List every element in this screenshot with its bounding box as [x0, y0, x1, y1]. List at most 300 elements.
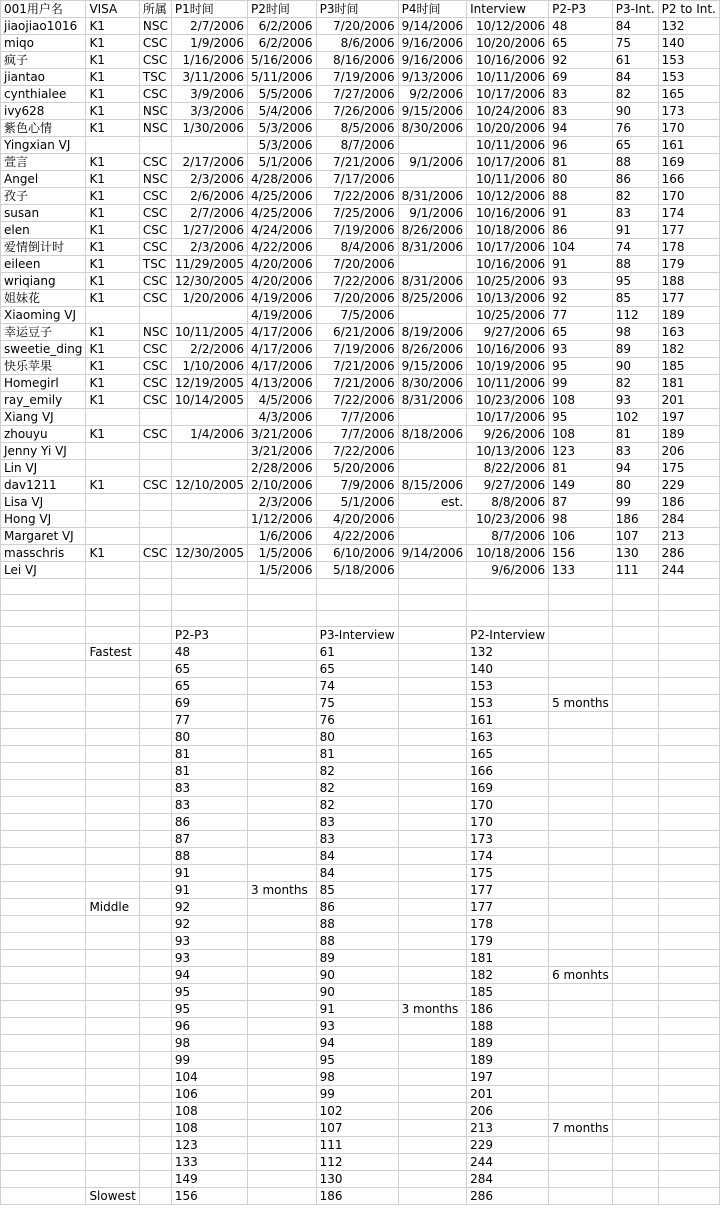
- empty-cell[interactable]: [612, 1052, 658, 1069]
- stat-p2-p3[interactable]: 108: [171, 1120, 247, 1137]
- stat-note[interactable]: [549, 746, 613, 763]
- stat-note[interactable]: 5 months: [549, 695, 613, 712]
- empty-cell[interactable]: [1, 1137, 86, 1154]
- cell-username[interactable]: susan: [1, 205, 86, 222]
- stat-note[interactable]: [549, 899, 613, 916]
- stat-note[interactable]: [398, 644, 467, 661]
- stat-note[interactable]: [398, 865, 467, 882]
- empty-cell[interactable]: [1, 595, 86, 611]
- stat-note[interactable]: 7 months: [549, 1120, 613, 1137]
- stat-note[interactable]: [398, 1120, 467, 1137]
- stat-note[interactable]: [248, 831, 317, 848]
- cell-p3-date[interactable]: 7/27/2006: [316, 86, 398, 103]
- stat-note[interactable]: 6 monhts: [549, 967, 613, 984]
- cell-p2-int-days[interactable]: 169: [658, 154, 719, 171]
- stat-note[interactable]: [398, 916, 467, 933]
- stat-note[interactable]: [398, 831, 467, 848]
- cell-p3-date[interactable]: 5/18/2006: [316, 562, 398, 579]
- cell-p2-int-days[interactable]: 181: [658, 375, 719, 392]
- stat-note[interactable]: [248, 916, 317, 933]
- empty-cell[interactable]: [612, 1103, 658, 1120]
- stat-p2-interview[interactable]: 286: [467, 1188, 549, 1205]
- cell-visa[interactable]: K1: [86, 375, 139, 392]
- cell-p2-p3-days[interactable]: 98: [549, 511, 613, 528]
- cell-p4-date[interactable]: 8/30/2006: [398, 120, 467, 137]
- stat-p3-interview[interactable]: 85: [316, 882, 398, 899]
- stat-note[interactable]: [549, 950, 613, 967]
- stat-p3-interview[interactable]: 90: [316, 967, 398, 984]
- cell-p2-date[interactable]: 4/20/2006: [248, 256, 317, 273]
- cell-service-center[interactable]: CSC: [139, 154, 171, 171]
- cell-p4-date[interactable]: [398, 137, 467, 154]
- stat-note[interactable]: [248, 1069, 317, 1086]
- cell-username[interactable]: Margaret VJ: [1, 528, 86, 545]
- cell-username[interactable]: ivy628: [1, 103, 86, 120]
- speed-label[interactable]: [86, 814, 139, 831]
- cell-p3-date[interactable]: 7/17/2006: [316, 171, 398, 188]
- empty-cell[interactable]: [86, 627, 139, 644]
- cell-username[interactable]: jiantao: [1, 69, 86, 86]
- cell-p2-int-days[interactable]: 189: [658, 307, 719, 324]
- cell-visa[interactable]: K1: [86, 171, 139, 188]
- empty-cell[interactable]: [1, 661, 86, 678]
- empty-cell[interactable]: [612, 661, 658, 678]
- empty-cell[interactable]: [549, 611, 613, 627]
- cell-p3-date[interactable]: 7/22/2006: [316, 443, 398, 460]
- cell-p2-date[interactable]: 2/28/2006: [248, 460, 317, 477]
- empty-cell[interactable]: [658, 984, 719, 1001]
- cell-p2-date[interactable]: 1/12/2006: [248, 511, 317, 528]
- cell-interview-date[interactable]: 10/24/2006: [467, 103, 549, 120]
- cell-interview-date[interactable]: 10/25/2006: [467, 273, 549, 290]
- stat-note[interactable]: [248, 1035, 317, 1052]
- empty-cell[interactable]: [316, 611, 398, 627]
- empty-cell[interactable]: [1, 746, 86, 763]
- cell-p1-date[interactable]: 12/19/2005: [171, 375, 247, 392]
- cell-p2-date[interactable]: 6/2/2006: [248, 35, 317, 52]
- stat-p3-interview[interactable]: 84: [316, 848, 398, 865]
- stat-note[interactable]: [549, 882, 613, 899]
- stat-note[interactable]: [398, 1035, 467, 1052]
- empty-cell[interactable]: [139, 746, 171, 763]
- cell-interview-date[interactable]: 10/13/2006: [467, 290, 549, 307]
- cell-p1-date[interactable]: 1/4/2006: [171, 426, 247, 443]
- stat-p2-p3[interactable]: 133: [171, 1154, 247, 1171]
- cell-p1-date[interactable]: 1/9/2006: [171, 35, 247, 52]
- cell-visa[interactable]: [86, 409, 139, 426]
- stat-p2-interview[interactable]: 182: [467, 967, 549, 984]
- stat-note[interactable]: [248, 729, 317, 746]
- stat-note[interactable]: [248, 814, 317, 831]
- stat-note[interactable]: [248, 899, 317, 916]
- cell-interview-date[interactable]: 9/6/2006: [467, 562, 549, 579]
- stat-note[interactable]: [398, 780, 467, 797]
- cell-p3-date[interactable]: 7/19/2006: [316, 222, 398, 239]
- empty-cell[interactable]: [248, 595, 317, 611]
- empty-cell[interactable]: [139, 1103, 171, 1120]
- speed-label[interactable]: [86, 1086, 139, 1103]
- stat-p2-interview[interactable]: 185: [467, 984, 549, 1001]
- stat-note[interactable]: [398, 814, 467, 831]
- empty-cell[interactable]: [1, 611, 86, 627]
- cell-service-center[interactable]: [139, 528, 171, 545]
- speed-label[interactable]: [86, 1018, 139, 1035]
- stat-note[interactable]: [248, 1103, 317, 1120]
- cell-p3-date[interactable]: 8/4/2006: [316, 239, 398, 256]
- cell-p2-date[interactable]: 6/2/2006: [248, 18, 317, 35]
- stat-note[interactable]: [248, 1171, 317, 1188]
- cell-interview-date[interactable]: 10/17/2006: [467, 239, 549, 256]
- empty-cell[interactable]: [139, 950, 171, 967]
- stat-p2-interview[interactable]: 170: [467, 797, 549, 814]
- cell-p4-date[interactable]: [398, 528, 467, 545]
- empty-cell[interactable]: [139, 984, 171, 1001]
- empty-cell[interactable]: [612, 933, 658, 950]
- empty-cell[interactable]: [139, 831, 171, 848]
- stat-note[interactable]: [398, 899, 467, 916]
- stat-p2-interview[interactable]: 188: [467, 1018, 549, 1035]
- empty-cell[interactable]: [658, 1069, 719, 1086]
- cell-p2-p3-days[interactable]: 93: [549, 341, 613, 358]
- stat-p2-interview[interactable]: 178: [467, 916, 549, 933]
- empty-cell[interactable]: [139, 899, 171, 916]
- cell-username[interactable]: 孜子: [1, 188, 86, 205]
- cell-service-center[interactable]: CSC: [139, 477, 171, 494]
- cell-p2-int-days[interactable]: 140: [658, 35, 719, 52]
- cell-username[interactable]: 幸运豆子: [1, 324, 86, 341]
- cell-p2-p3-days[interactable]: 95: [549, 358, 613, 375]
- cell-p3-int-days[interactable]: 111: [612, 562, 658, 579]
- cell-p1-date[interactable]: 3/3/2006: [171, 103, 247, 120]
- cell-interview-date[interactable]: 10/16/2006: [467, 256, 549, 273]
- cell-username[interactable]: zhouyu: [1, 426, 86, 443]
- cell-p1-date[interactable]: 2/3/2006: [171, 239, 247, 256]
- cell-p3-date[interactable]: 7/19/2006: [316, 69, 398, 86]
- empty-cell[interactable]: [549, 595, 613, 611]
- stat-p3-interview[interactable]: 88: [316, 916, 398, 933]
- stat-p3-interview[interactable]: 94: [316, 1035, 398, 1052]
- stat-note[interactable]: [549, 831, 613, 848]
- cell-p2-date[interactable]: 4/19/2006: [248, 290, 317, 307]
- stat-p3-interview[interactable]: 75: [316, 695, 398, 712]
- cell-p4-date[interactable]: 8/26/2006: [398, 341, 467, 358]
- empty-cell[interactable]: [1, 950, 86, 967]
- cell-p2-date[interactable]: 4/3/2006: [248, 409, 317, 426]
- cell-p4-date[interactable]: 9/1/2006: [398, 154, 467, 171]
- speed-label[interactable]: [86, 746, 139, 763]
- stat-note[interactable]: [398, 882, 467, 899]
- empty-cell[interactable]: [171, 579, 247, 595]
- cell-p3-date[interactable]: 7/21/2006: [316, 358, 398, 375]
- stat-p2-p3[interactable]: 81: [171, 763, 247, 780]
- cell-p3-int-days[interactable]: 88: [612, 256, 658, 273]
- cell-p1-date[interactable]: 1/27/2006: [171, 222, 247, 239]
- stat-p3-interview[interactable]: 82: [316, 763, 398, 780]
- cell-p3-int-days[interactable]: 82: [612, 188, 658, 205]
- cell-p2-int-days[interactable]: 161: [658, 137, 719, 154]
- empty-cell[interactable]: [612, 882, 658, 899]
- cell-username[interactable]: Xiang VJ: [1, 409, 86, 426]
- cell-p3-date[interactable]: 5/1/2006: [316, 494, 398, 511]
- stat-note[interactable]: [549, 1103, 613, 1120]
- cell-p1-date[interactable]: [171, 528, 247, 545]
- cell-p1-date[interactable]: 2/17/2006: [171, 154, 247, 171]
- empty-cell[interactable]: [658, 695, 719, 712]
- stat-p3-interview[interactable]: 83: [316, 814, 398, 831]
- stat-note[interactable]: [248, 1120, 317, 1137]
- cell-service-center[interactable]: TSC: [139, 69, 171, 86]
- cell-p2-int-days[interactable]: 177: [658, 222, 719, 239]
- empty-cell[interactable]: [1, 882, 86, 899]
- cell-p2-int-days[interactable]: 197: [658, 409, 719, 426]
- cell-p2-int-days[interactable]: 163: [658, 324, 719, 341]
- empty-cell[interactable]: [1, 984, 86, 1001]
- cell-p1-date[interactable]: [171, 511, 247, 528]
- empty-cell[interactable]: [398, 627, 467, 644]
- cell-p1-date[interactable]: 12/10/2005: [171, 477, 247, 494]
- stat-note[interactable]: [549, 1069, 613, 1086]
- stat-p2-p3[interactable]: 123: [171, 1137, 247, 1154]
- cell-interview-date[interactable]: 10/23/2006: [467, 392, 549, 409]
- cell-interview-date[interactable]: 10/16/2006: [467, 205, 549, 222]
- empty-cell[interactable]: [1, 763, 86, 780]
- cell-username[interactable]: 萱言: [1, 154, 86, 171]
- cell-p2-date[interactable]: 4/17/2006: [248, 341, 317, 358]
- empty-cell[interactable]: [612, 1120, 658, 1137]
- cell-p1-date[interactable]: 1/16/2006: [171, 52, 247, 69]
- stat-p3-interview[interactable]: 99: [316, 1086, 398, 1103]
- cell-p3-date[interactable]: 8/7/2006: [316, 137, 398, 154]
- cell-interview-date[interactable]: 10/12/2006: [467, 188, 549, 205]
- cell-p3-date[interactable]: 7/22/2006: [316, 188, 398, 205]
- cell-p2-int-days[interactable]: 178: [658, 239, 719, 256]
- stat-p2-p3[interactable]: 92: [171, 916, 247, 933]
- stat-note[interactable]: [248, 644, 317, 661]
- stat-note[interactable]: [248, 712, 317, 729]
- speed-label[interactable]: [86, 1035, 139, 1052]
- stat-p3-interview[interactable]: 93: [316, 1018, 398, 1035]
- cell-p3-date[interactable]: 7/7/2006: [316, 426, 398, 443]
- empty-cell[interactable]: [139, 695, 171, 712]
- cell-username[interactable]: elen: [1, 222, 86, 239]
- empty-cell[interactable]: [139, 595, 171, 611]
- stat-note[interactable]: [398, 1154, 467, 1171]
- cell-p2-p3-days[interactable]: 91: [549, 256, 613, 273]
- cell-username[interactable]: Lisa VJ: [1, 494, 86, 511]
- cell-p3-date[interactable]: 7/20/2006: [316, 18, 398, 35]
- empty-cell[interactable]: [248, 627, 317, 644]
- empty-cell[interactable]: [139, 1086, 171, 1103]
- stat-p2-interview[interactable]: 229: [467, 1137, 549, 1154]
- empty-cell[interactable]: [1, 1188, 86, 1205]
- empty-cell[interactable]: [139, 1035, 171, 1052]
- cell-interview-date[interactable]: 8/22/2006: [467, 460, 549, 477]
- cell-p4-date[interactable]: 9/1/2006: [398, 205, 467, 222]
- cell-p3-int-days[interactable]: 94: [612, 460, 658, 477]
- cell-p3-int-days[interactable]: 91: [612, 222, 658, 239]
- empty-cell[interactable]: [1, 729, 86, 746]
- stat-p2-p3[interactable]: 93: [171, 950, 247, 967]
- empty-cell[interactable]: [658, 1035, 719, 1052]
- cell-p2-int-days[interactable]: 166: [658, 171, 719, 188]
- cell-p2-date[interactable]: 4/22/2006: [248, 239, 317, 256]
- cell-username[interactable]: dav1211: [1, 477, 86, 494]
- cell-p3-int-days[interactable]: 90: [612, 358, 658, 375]
- stat-note[interactable]: 3 months: [398, 1001, 467, 1018]
- empty-cell[interactable]: [1, 1120, 86, 1137]
- empty-cell[interactable]: [549, 627, 613, 644]
- empty-cell[interactable]: [612, 763, 658, 780]
- empty-cell[interactable]: [1, 1154, 86, 1171]
- cell-username[interactable]: Jenny Yi VJ: [1, 443, 86, 460]
- stat-note[interactable]: [248, 950, 317, 967]
- speed-label[interactable]: [86, 933, 139, 950]
- cell-p2-int-days[interactable]: 286: [658, 545, 719, 562]
- empty-cell[interactable]: [139, 1171, 171, 1188]
- empty-cell[interactable]: [467, 611, 549, 627]
- cell-p1-date[interactable]: 2/7/2006: [171, 205, 247, 222]
- stat-p2-interview[interactable]: 153: [467, 695, 549, 712]
- cell-interview-date[interactable]: 10/18/2006: [467, 545, 549, 562]
- empty-cell[interactable]: [612, 1171, 658, 1188]
- empty-cell[interactable]: [1, 831, 86, 848]
- cell-p4-date[interactable]: 8/25/2006: [398, 290, 467, 307]
- cell-interview-date[interactable]: 8/8/2006: [467, 494, 549, 511]
- cell-visa[interactable]: K1: [86, 341, 139, 358]
- speed-label[interactable]: [86, 661, 139, 678]
- stat-p2-p3[interactable]: 88: [171, 848, 247, 865]
- stat-p2-p3[interactable]: 86: [171, 814, 247, 831]
- empty-cell[interactable]: [139, 1188, 171, 1205]
- cell-service-center[interactable]: [139, 307, 171, 324]
- stat-note[interactable]: [549, 1018, 613, 1035]
- stat-note[interactable]: [398, 1018, 467, 1035]
- cell-service-center[interactable]: CSC: [139, 426, 171, 443]
- stat-note[interactable]: [248, 763, 317, 780]
- cell-p4-date[interactable]: 8/30/2006: [398, 375, 467, 392]
- empty-cell[interactable]: [139, 644, 171, 661]
- cell-p1-date[interactable]: [171, 562, 247, 579]
- cell-username[interactable]: 疯子: [1, 52, 86, 69]
- cell-p2-p3-days[interactable]: 77: [549, 307, 613, 324]
- stat-note[interactable]: [398, 729, 467, 746]
- cell-visa[interactable]: K1: [86, 103, 139, 120]
- empty-cell[interactable]: [139, 848, 171, 865]
- empty-cell[interactable]: [658, 712, 719, 729]
- cell-p4-date[interactable]: 9/14/2006: [398, 545, 467, 562]
- cell-interview-date[interactable]: 8/7/2006: [467, 528, 549, 545]
- cell-p4-date[interactable]: est.: [398, 494, 467, 511]
- cell-p1-date[interactable]: 2/2/2006: [171, 341, 247, 358]
- cell-username[interactable]: eileen: [1, 256, 86, 273]
- empty-cell[interactable]: [316, 595, 398, 611]
- cell-p2-int-days[interactable]: 153: [658, 52, 719, 69]
- stat-note[interactable]: [398, 1086, 467, 1103]
- cell-service-center[interactable]: CSC: [139, 273, 171, 290]
- empty-cell[interactable]: [658, 746, 719, 763]
- cell-p2-p3-days[interactable]: 65: [549, 35, 613, 52]
- cell-interview-date[interactable]: 10/20/2006: [467, 35, 549, 52]
- stat-note[interactable]: [398, 746, 467, 763]
- cell-p4-date[interactable]: [398, 511, 467, 528]
- stat-p3-interview[interactable]: 111: [316, 1137, 398, 1154]
- empty-cell[interactable]: [612, 899, 658, 916]
- empty-cell[interactable]: [658, 1137, 719, 1154]
- header-cell-p2-p3-days[interactable]: P2-P3: [549, 1, 613, 18]
- cell-visa[interactable]: K1: [86, 120, 139, 137]
- cell-p2-p3-days[interactable]: 108: [549, 392, 613, 409]
- cell-visa[interactable]: K1: [86, 290, 139, 307]
- stat-note[interactable]: [398, 1188, 467, 1205]
- cell-interview-date[interactable]: 10/23/2006: [467, 511, 549, 528]
- empty-cell[interactable]: [658, 1171, 719, 1188]
- cell-p2-p3-days[interactable]: 65: [549, 324, 613, 341]
- speed-label[interactable]: [86, 950, 139, 967]
- cell-p4-date[interactable]: [398, 307, 467, 324]
- empty-cell[interactable]: [658, 729, 719, 746]
- cell-service-center[interactable]: CSC: [139, 205, 171, 222]
- empty-cell[interactable]: [139, 882, 171, 899]
- speed-label[interactable]: [86, 848, 139, 865]
- cell-p2-date[interactable]: 5/11/2006: [248, 69, 317, 86]
- cell-p4-date[interactable]: 9/13/2006: [398, 69, 467, 86]
- cell-p2-p3-days[interactable]: 69: [549, 69, 613, 86]
- stat-p2-p3[interactable]: 65: [171, 661, 247, 678]
- cell-username[interactable]: Angel: [1, 171, 86, 188]
- stat-p3-interview[interactable]: 112: [316, 1154, 398, 1171]
- stat-p3-interview[interactable]: 102: [316, 1103, 398, 1120]
- empty-cell[interactable]: [658, 1120, 719, 1137]
- empty-cell[interactable]: [1, 579, 86, 595]
- cell-p3-date[interactable]: 7/19/2006: [316, 341, 398, 358]
- stat-p2-interview[interactable]: 284: [467, 1171, 549, 1188]
- cell-service-center[interactable]: CSC: [139, 222, 171, 239]
- cell-p2-date[interactable]: 4/13/2006: [248, 375, 317, 392]
- empty-cell[interactable]: [1, 1035, 86, 1052]
- cell-service-center[interactable]: CSC: [139, 188, 171, 205]
- cell-p3-date[interactable]: 8/6/2006: [316, 35, 398, 52]
- empty-cell[interactable]: [612, 814, 658, 831]
- empty-cell[interactable]: [1, 848, 86, 865]
- stat-p2-p3[interactable]: 83: [171, 780, 247, 797]
- cell-p1-date[interactable]: [171, 460, 247, 477]
- cell-interview-date[interactable]: 10/18/2006: [467, 222, 549, 239]
- cell-visa[interactable]: [86, 511, 139, 528]
- cell-p3-int-days[interactable]: 65: [612, 137, 658, 154]
- cell-p2-int-days[interactable]: 175: [658, 460, 719, 477]
- cell-p4-date[interactable]: 9/16/2006: [398, 35, 467, 52]
- empty-cell[interactable]: [612, 967, 658, 984]
- empty-cell[interactable]: [612, 627, 658, 644]
- cell-p2-p3-days[interactable]: 92: [549, 290, 613, 307]
- empty-cell[interactable]: [86, 595, 139, 611]
- empty-cell[interactable]: [658, 831, 719, 848]
- speed-label[interactable]: [86, 984, 139, 1001]
- header-cell-p3-int-days[interactable]: P3-Int.: [612, 1, 658, 18]
- cell-interview-date[interactable]: 10/16/2006: [467, 52, 549, 69]
- empty-cell[interactable]: [658, 899, 719, 916]
- empty-cell[interactable]: [658, 627, 719, 644]
- cell-service-center[interactable]: CSC: [139, 341, 171, 358]
- empty-cell[interactable]: [139, 1018, 171, 1035]
- empty-cell[interactable]: [398, 595, 467, 611]
- stat-note[interactable]: [248, 848, 317, 865]
- stat-note[interactable]: [398, 678, 467, 695]
- empty-cell[interactable]: [1, 1086, 86, 1103]
- cell-p2-int-days[interactable]: 201: [658, 392, 719, 409]
- cell-p3-date[interactable]: 8/16/2006: [316, 52, 398, 69]
- cell-p2-p3-days[interactable]: 133: [549, 562, 613, 579]
